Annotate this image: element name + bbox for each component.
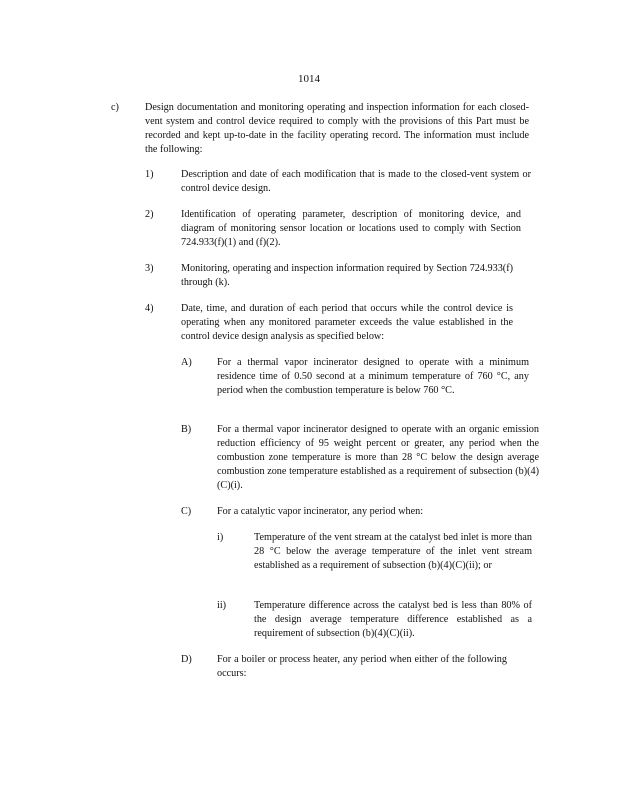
subitem-b-label: B): [181, 424, 192, 435]
subitem-c-label: C): [181, 506, 192, 517]
subitem-c-text: For a catalytic vapor incinerator, any period when:: [217, 506, 424, 517]
section-c-text: Design documentation and monitoring operating and inspection information for each closed-vent system and control device required to comply with the provisions of this Part must be recorded and kept up-to-date in the facility operating record. The information must include the following:: [145, 102, 529, 155]
item-3-label: 3): [145, 263, 154, 274]
subsubitem-ii-label: ii): [217, 600, 227, 611]
item-4-label: 4): [145, 303, 154, 314]
subitem-d-text: For a boiler or process heater, any period when either of the following occurs:: [217, 654, 507, 679]
subitem-a-text: For a thermal vapor incinerator designed to operate with a minimum residence time of 0.50 second at a minimum temperature of 760 °C, any period when the combustion temperature is below 760 °C.: [217, 357, 529, 396]
subitem-b-text: For a thermal vapor incinerator designed to operate with an organic emission reduction efficiency of 95 weight percent or greater, any period when the combustion zone temperature is more than 28 °C below the design average combustion zone temperature established as a requirement of subsection (b)(4)(C)(i).: [217, 424, 539, 491]
subitem-d-label: D): [181, 654, 192, 665]
subsubitem-ii-text: Temperature difference across the catalyst bed is less than 80% of the design average temperature difference established as a requirement of subsection (b)(4)(C)(ii).: [254, 600, 532, 639]
subsubitem-i-text: Temperature of the vent stream at the catalyst bed inlet is more than 28 °C below the average temperature of the inlet vent stream established as a requirement of subsection (b)(4)(C)(ii); or: [254, 532, 532, 571]
item-3-text: Monitoring, operating and inspection information required by Section 724.933(f) through (k).: [181, 263, 513, 288]
section-c-label: c): [111, 102, 119, 113]
page-number: 1014: [298, 73, 320, 85]
item-1-label: 1): [145, 169, 154, 180]
subsubitem-i-label: i): [217, 532, 224, 543]
item-2-label: 2): [145, 209, 154, 220]
item-4-text: Date, time, and duration of each period that occurs while the control device is operating when any monitored parameter exceeds the value established in the control device design analysis as specified below:: [181, 303, 513, 342]
item-1-text: Description and date of each modification that is made to the closed-vent system or control device design.: [181, 169, 531, 194]
subitem-a-label: A): [181, 357, 192, 368]
item-2-text: Identification of operating parameter, description of monitoring device, and diagram of monitoring sensor location or locations used to comply with Section 724.933(f)(1) and (f)(2).: [181, 209, 521, 248]
